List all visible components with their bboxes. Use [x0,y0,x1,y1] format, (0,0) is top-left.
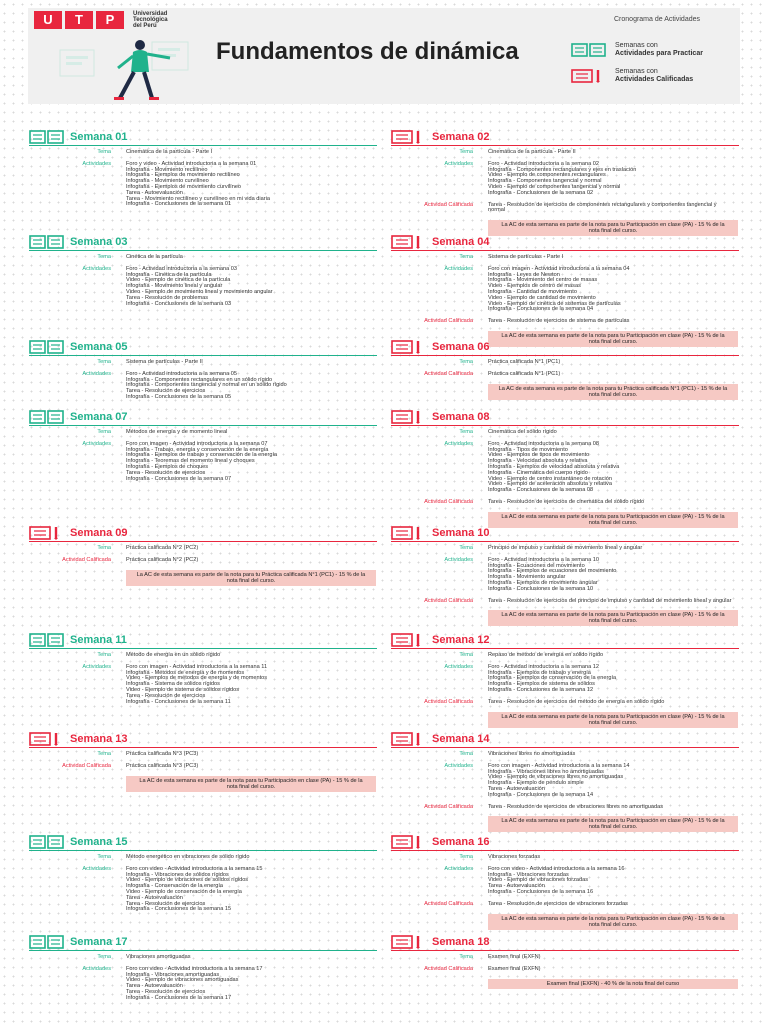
grade-note: La AC de esta semana es parte de la nota para tu Participación en clase (PA) - 15 % de la nota final del curso. [488,712,738,728]
topic-label: Tema [459,854,473,860]
graded-activity-value: Tarea - Resolución de ejercicios de vibraciones forzadas [488,900,628,907]
week-header [391,833,739,851]
week-card [29,730,377,792]
activities-label: Actividades [444,160,473,167]
activities-list: Foro - Actividad introductoria a la semana 08 Infografía - Tipos de movimiento Video - Ejemplos de tipos de movimiento Infografía - Velocidad absoluta y relativa Infografía - Ejemplos de velocidad absoluta y relativa Infografía - Cinemática del cuerpo rígido Video - Ejemplo de centro instantáneo de rotación Video - Ejemplo de aceleración absoluta y relativa Infografía - Conclusiones de la semana 08 [488,440,620,494]
graded-activity-row [29,764,377,770]
topic-label: Tema [97,854,111,860]
topic-row [391,752,739,758]
topic-label: Tema [97,359,111,365]
topic-label: Tema [97,545,111,551]
grade-note: La AC de esta semana es parte de la nota para tu Participación en clase (PA) - 15 % de la nota final del curso. [488,512,738,528]
topic-row [29,855,377,861]
week-title: Semana 04 [432,236,490,248]
topic-value: Vibraciones forzadas [488,854,541,860]
activities-label: Actividades [82,663,111,670]
topic-label: Tema [459,545,473,551]
activities-label: Actividades [82,965,111,972]
week-card [29,128,377,214]
top-bar [28,8,740,32]
graded-notebook-icon [391,732,427,751]
graded-activity-row [391,967,739,973]
topic-value: Práctica calificada N°3 (PC3) [126,751,199,757]
topic-value: Vibraciones amortiguadas [126,954,191,960]
topic-row [391,255,739,261]
week-card [29,631,377,711]
activities-row [391,162,739,197]
activities-list: Foro con imagen - Actividad introductoria a la semana 04 Infografía - Leyes de Newton Infografía - Movimiento del centro de masas Video - Ejemplos de centro de masas Infografía - Cantidad de movimiento Video - Ejemplo de cantidad de movimiento Video - Ejemplo de cinética de sistemas de partículas Infografía - Conclusiones de la semana 04 [488,265,630,313]
activities-row [29,162,377,208]
activities-row [29,267,377,308]
legend-graded-prefix: Semanas con [615,68,658,75]
topic-value: Métodos de energía y de momento lineal [126,429,228,435]
topic-row [29,546,377,552]
week-title: Semana 02 [432,131,490,143]
week-card [391,338,739,400]
graded-activity-value: Práctica calificada N°3 (PC3) [126,762,199,769]
grade-note: La AC de esta semana es parte de la nota para tu Participación en clase (PA) - 15 % de la nota final del curso. [488,220,738,236]
week-title: Semana 11 [70,634,127,646]
week-card [29,408,377,488]
topic-value: Principio de impulso y cantidad de movimiento lineal y angular [488,545,643,551]
topic-row [391,360,739,366]
open-book-icon [29,410,65,429]
week-title: Semana 17 [70,936,128,948]
topic-label: Tema [97,751,111,757]
graded-activity-label: Actividad Calificada [424,370,473,377]
graded-activity-label: Actividad Calificada [424,803,473,810]
open-book-icon [29,935,65,954]
grade-note: La AC de esta semana es parte de la nota para tu Participación en clase (PA) - 15 % de la nota final del curso. [488,816,738,832]
graded-notebook-icon [391,340,427,359]
week-header [29,128,377,146]
graded-notebook-icon [391,835,427,854]
open-book-icon [29,340,65,359]
activities-row [391,558,739,593]
topic-value: Repaso de método de energía en sólido rígido [488,652,604,658]
week-title: Semana 12 [432,634,490,646]
week-card [391,233,739,347]
topic-label: Tema [459,429,473,435]
graded-activity-label: Actividad Calificada [424,201,473,208]
activities-list: Foro con video - Actividad introductoria a la semana 17 Infografía - Vibraciones amortiguadas Video - Ejemplo de vibraciones amortiguadas Tarea - Autoevaluación Tarea - Resolución de ejercicios Infografía - Conclusiones de la semana 17 [126,965,263,1001]
activities-label: Actividades [444,556,473,563]
utp-logo [34,11,168,29]
week-header [29,730,377,748]
topic-value: Sistema de partículas - Parte I [488,254,564,260]
grade-note: La AC de esta semana es parte de la nota para tu Participación en clase (PA) - 15 % de la nota final del curso. [488,331,738,347]
topic-row [391,546,739,552]
week-title: Semana 18 [432,936,490,948]
graded-activity-row [29,558,377,564]
topic-value: Método energético en vibraciones de sólido rígido [126,854,250,860]
activities-list: Foro con imagen - Actividad introductoria a la semana 11 Infografía - Métodos de energía y de momentos Video - Ejemplos de métodos de energía y de momentos Infografía - Sistema de sólidos rígidos Video - Ejemplo de sistema de sólidos rígidos Tarea - Resolución de ejercicios Infografía - Conclusiones de la semana 11 [126,663,268,705]
week-card [391,524,739,626]
graded-activity-row [391,599,739,605]
graded-activity-value: Tarea - Resolución de ejercicios de vibraciones libres no amortiguadas [488,803,664,810]
graded-activity-label: Actividad Calificada [424,698,473,705]
graded-activity-label: Actividad Calificada [424,498,473,505]
activities-label: Actividades [82,865,111,872]
activities-label: Actividades [82,160,111,167]
graded-activity-value: Examen final (EXFN) [488,965,541,972]
activities-row [391,764,739,799]
graded-activity-row [391,372,739,378]
graded-notebook-icon [391,526,427,545]
activities-row [29,442,377,483]
graded-activity-row [391,203,739,215]
graded-notebook-icon [571,69,607,83]
activities-label: Actividades [444,762,473,769]
week-header [29,631,377,649]
topic-label: Tema [97,652,111,658]
graded-activity-value: Tarea - Resolución de ejercicios del principio de impulso y cantidad de movimiento lineal y angular [488,597,732,604]
activities-row [391,867,739,896]
topic-label: Tema [97,429,111,435]
legend-graded-text: Actividades Calificadas [615,76,694,83]
topic-row [391,855,739,861]
week-title: Semana 15 [70,836,128,848]
activities-label: Actividades [444,265,473,272]
logo-letter-u: U [34,11,62,29]
topic-value: Práctica calificada N°2 (PC2) [126,545,199,551]
topic-row [29,150,377,156]
week-header [391,128,739,146]
graded-activity-row [391,902,739,908]
topic-value: Vibraciones libres no amortiguadas [488,751,576,757]
topic-value: Cinemática de la partícula - Parte I [126,149,213,155]
open-book-icon [29,130,65,149]
week-title: Semana 16 [432,836,490,848]
week-card [391,730,739,832]
week-header [391,408,739,426]
schedule-label: Cronograma de Actividades [614,16,700,23]
graded-notebook-icon [391,235,427,254]
graded-notebook-icon [29,526,65,545]
week-title: Semana 09 [70,527,128,539]
activities-list: Foro con video - Actividad introductoria a la semana 15 Infografía - Vibraciones de sólidos rígidos Video - Ejemplo de vibraciones de sólidos rígidos Infografía - Conservación de la energía Video - Ejemplo de conservación de la energía Tarea - Autoevaluación Tarea - Resolución de ejercicios Infografía - Conclusiones de la semana 15 [126,865,263,913]
graded-activity-value: Tarea - Resolución de ejercicios del método de energía en sólido rígido [488,698,665,705]
week-card [29,233,377,313]
graded-notebook-icon [391,410,427,429]
graded-activity-label: Actividad Calificada [424,965,473,972]
topic-value: Cinemática de la partícula - Parte II [488,149,576,155]
open-book-icon [29,835,65,854]
activities-row [391,442,739,494]
activities-label: Actividades [444,440,473,447]
week-header [391,631,739,649]
week-header [391,730,739,748]
logo-subtitle: Universidad Tecnológica del Perú [133,11,168,29]
grade-note: Examen final (EXFN) - 40 % de la nota final del curso [488,979,738,989]
topic-label: Tema [459,652,473,658]
topic-label: Tema [459,954,473,960]
graded-notebook-icon [391,935,427,954]
topic-row [29,653,377,659]
graded-notebook-icon [391,130,427,149]
activities-list: Foro - Actividad introductoria a la semana 05 Infografía - Componentes rectangulares en un sólido rígido Infografía - Componentes tangencial y normal en un sólido rígido Tarea - Resolución de ejercicios Infografía - Conclusiones de la semana 05 [126,370,287,400]
activities-row [29,967,377,1002]
topic-label: Tema [459,254,473,260]
week-header [391,524,739,542]
grade-note: La AC de esta semana es parte de la nota para tu Práctica calificada N°1 (PC1) - 15 % de la nota final del curso. [126,570,376,586]
activities-list: Foro con imagen - Actividad introductoria a la semana 14 Infografía - Vibraciones libres no amortiguadas Video - Ejemplo de vibraciones libres no amortiguadas Infografía - Ejemplo de péndulo simple Tarea - Autoevaluación Infografía - Conclusiones de la semana 14 [488,762,630,798]
graded-activity-value: Tarea - Resolución de ejercicios de cinemática del sólido rígido [488,498,645,505]
graded-notebook-icon [391,633,427,652]
topic-value: Examen final (EXFN) [488,954,541,960]
topic-row [29,752,377,758]
topic-value: Cinética de la partícula [126,254,183,260]
activities-row [29,665,377,706]
week-card [29,338,377,407]
grade-note: La AC de esta semana es parte de la nota para tu Participación en clase (PA) - 15 % de la nota final del curso. [126,776,376,792]
topic-row [29,255,377,261]
graded-activity-row [391,319,739,325]
week-header [29,338,377,356]
walking-person-illustration [48,36,198,104]
graded-activity-row [391,700,739,706]
graded-activity-label: Actividad Calificada [424,900,473,907]
activities-row [29,867,377,913]
topic-value: Método de energía en un sólido rígido [126,652,221,658]
graded-activity-value: Tarea - Resolución de ejercicios de componentes rectangulares y componentes tangencial y normal [488,201,717,214]
topic-row [391,430,739,436]
topic-label: Tema [459,751,473,757]
graded-activity-label: Actividad Calificada [62,556,111,563]
activities-label: Actividades [444,865,473,872]
topic-row [29,360,377,366]
week-card [29,833,377,919]
graded-activity-label: Actividad Calificada [62,762,111,769]
legend-practice-prefix: Semanas con [615,42,658,49]
week-title: Semana 03 [70,236,128,248]
legend-practice-text: Actividades para Practicar [615,50,703,57]
open-book-icon [571,43,607,57]
open-book-icon [29,235,65,254]
grade-note: La AC de esta semana es parte de la nota para tu Participación en clase (PA) - 15 % de la nota final del curso. [488,914,738,930]
grade-note: La AC de esta semana es parte de la nota para tu Participación en clase (PA) - 15 % de la nota final del curso. [488,610,738,626]
week-title: Semana 14 [432,733,490,745]
week-title: Semana 08 [432,411,490,423]
week-card [29,524,377,586]
activities-row [391,267,739,313]
topic-row [391,653,739,659]
topic-label: Tema [459,359,473,365]
graded-activity-label: Actividad Calificada [424,318,473,325]
week-header [29,524,377,542]
open-book-icon [29,633,65,652]
activities-row [29,372,377,401]
activities-list: Foro - Actividad introductoria a la semana 03 Infografía - Cinética de la partícula Video - Ejemplo de cinética de la partícula Infografía - Movimiento lineal y angular Video - Ejemplo de movimiento lineal y movimiento angular Tarea - Resolución de problemas Infografía - Conclusiones de la semana 03 [126,265,273,307]
topic-value: Cinemática del sólido rígido [488,429,557,435]
week-title: Semana 13 [70,733,128,745]
activities-label: Actividades [444,663,473,670]
week-title: Semana 10 [432,527,490,539]
activities-label: Actividades [82,370,111,377]
topic-label: Tema [97,254,111,260]
topic-value: Sistema de partículas - Parte II [126,359,203,365]
topic-row [29,430,377,436]
topic-row [29,955,377,961]
week-card [29,933,377,1008]
topic-value: Práctica calificada N°1 (PC1) [488,359,561,365]
topic-row [391,955,739,961]
week-card [391,933,739,989]
graded-activity-row [391,500,739,506]
week-header [391,338,739,356]
activities-label: Actividades [82,265,111,272]
week-header [391,933,739,951]
week-card [391,631,739,728]
topic-row [391,150,739,156]
topic-label: Tema [97,149,111,155]
logo-letter-t: T [65,11,93,29]
week-header [29,408,377,426]
graded-activity-value: Práctica calificada N°1 (PC1) [488,370,561,377]
logo-letter-p: P [96,11,124,29]
topic-label: Tema [459,149,473,155]
week-title: Semana 01 [70,131,128,143]
week-header [391,233,739,251]
week-title: Semana 06 [432,341,490,353]
activities-list: Foro con video - Actividad introductoria a la semana 16 Infografía - Vibraciones forzadas Video - Ejemplo de vibraciones forzadas Tarea - Autoevaluación Infografía - Conclusiones de la semana 16 [488,865,625,895]
activities-list: Foro con imagen - Actividad introductoria a la semana 07 Infografía - Trabajo, energía y conservación de la energía Infografía - Ejemplos de trabajo y conservación de la energía Infografía - Teoremas del momento lineal y choques Infografía - Ejemplos de choques Tarea - Resolución de ejercicios Infografía - Conclusiones de la semana 07 [126,440,278,482]
grade-note: La AC de esta semana es parte de la nota para tu Práctica calificada N°1 (PC1) - 15 % de la nota final del curso. [488,384,738,400]
activities-label: Actividades [82,440,111,447]
activities-row [391,665,739,694]
page-title: Fundamentos de dinámica [216,38,519,65]
week-title: Semana 05 [70,341,128,353]
week-card [391,408,739,528]
week-header [29,833,377,851]
activities-list: Foro - Actividad introductoria a la semana 12 Infografía - Ejemplos de trabajo y energía Infografía - Ejemplos de conservación de la energía Infografía - Ejemplos de sistema de sólidos Infografía - Conclusiones de la semana 12 [488,663,617,693]
week-header [29,233,377,251]
activities-list: Foro - Actividad introductoria a la semana 02 Infografía - Componentes rectangulares y ejes en traslación Video - Ejemplo de componentes rectangulares Infografía - Componentes tangencial y normal Video - Ejemplo de componentes tangencial y normal Infografía - Conclusiones de la semana 02 [488,160,637,196]
week-header [29,933,377,951]
graded-activity-label: Actividad Calificada [424,597,473,604]
graded-activity-row [391,805,739,811]
activities-list: Foro - Actividad introductoria a la semana 10 Infografía - Ecuaciones del movimiento Infografía - Ejemplos de ecuaciones del movimiento Infografía - Movimiento angular Infografía - Ejemplos de movimiento angular Infografía - Conclusiones de la semana 10 [488,556,617,592]
week-title: Semana 07 [70,411,128,423]
graded-activity-value: Tarea - Resolución de ejercicios de sistema de partículas [488,318,630,325]
week-card [391,833,739,930]
hero-banner [28,32,740,104]
graded-activity-value: Práctica calificada N°2 (PC2) [126,556,199,563]
week-card [391,128,739,236]
activities-list: Foro y video - Actividad introductoria a la semana 01 Infografía - Movimiento rectilíneo Infografía - Ejemplos de movimiento rectilíneo Infografía - Movimiento curvilíneo Infografía - Ejemplos de movimiento curvilíneo Tarea - Autoevaluación Tarea - Movimiento rectilíneo y curvilíneo en mi vida diaria Infografía - Conclusiones de la semana 01 [126,160,270,208]
graded-notebook-icon [29,732,65,751]
topic-label: Tema [97,954,111,960]
